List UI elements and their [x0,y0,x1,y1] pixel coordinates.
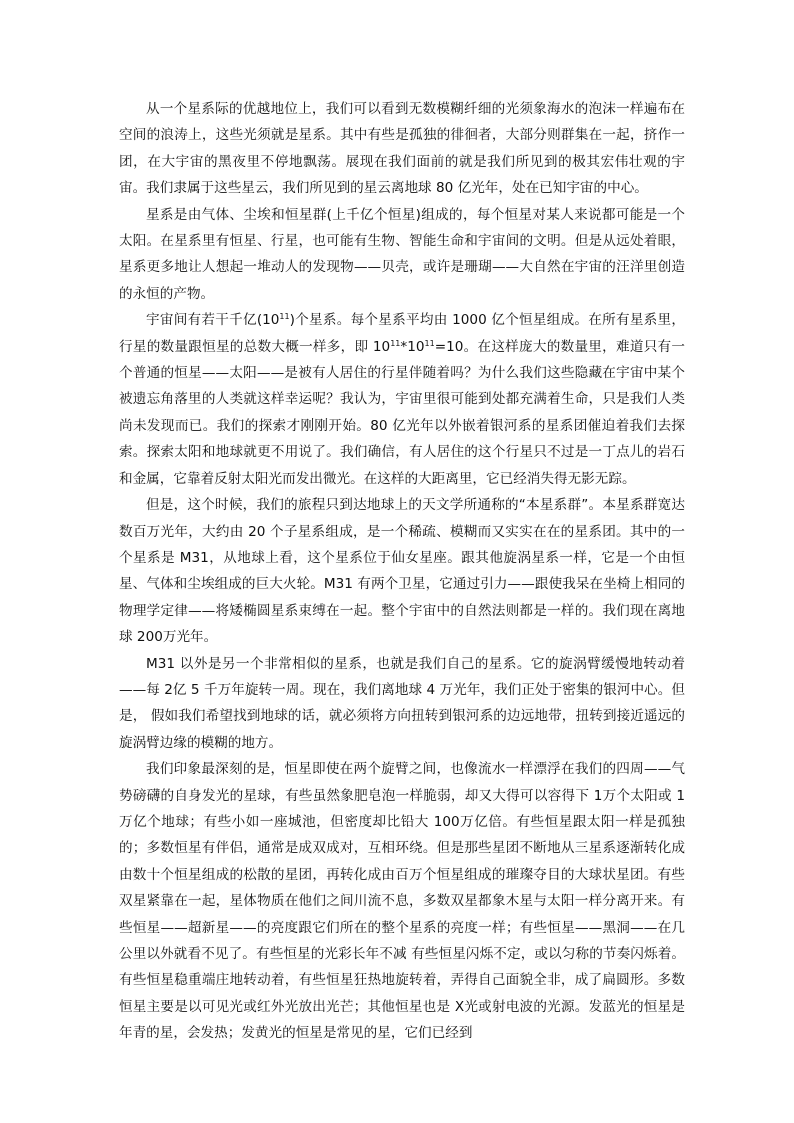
paragraph-3-part-a: 宇宙间有若干千亿(10 [146,312,280,329]
exponent-2: 11 [390,338,401,348]
paragraph-6: 我们印象最深刻的是，恒星即使在两个旋臂之间，也像流水一样漂浮在我们的四周——气势磅礴的自身发光的星球，有些虽然象肥皂泡一样脆弱，却又大得可以容得下 1万个太阳或 1万亿个地球；有些小如一座城池，但密度却比铅大 100万亿倍。有些恒星跟太阳一样是孤独的；多数恒星有伴侣，通常是成双成对，互相环绕。但是那些星团不断地从三星系逐渐转化成由数十个恒星组成的松散的星团，再转化成由百万个恒星组成的璀璨夺目的大球状星团。有些双星紧靠在一起，星体物质在他们之间川流不息，多数双星都象木星与太阳一样分离开来。有些恒星——超新星——的亮度跟它们所在的整个星系的亮度一样；有些恒星——黑洞——在几公里以外就看不见了。有些恒星的光彩长年不减 有些恒星闪烁不定，或以匀称的节奏闪烁着。有些恒星稳重端庄地转动着，有些恒星狂热地旋转着，弄得自己面貌全非，成了扁圆形。多数恒星主要是以可见光或红外光放出光芒；其他恒星也是 X光或射电波的光源。发蓝光的恒星是年青的星，会发热；发黄光的恒星是常见的星，它们已经到 [119,761,685,1042]
paragraph-2: 星系是由气体、尘埃和恒星群(上千亿个恒星)组成的，每个恒星对某人来说都可能是一个太阳。在星系里有恒星、行星，也可能有生物、智能生命和宇宙间的文明。但是从远处着眼，星系更多地让人想起一堆动人的发现物——贝壳，或许是珊瑚——大自然在宇宙的汪洋里创造的永恒的产物。 [119,206,685,302]
exponent-3: 11 [424,338,435,348]
paragraph-3-part-b: )个星系。每个星系平均由 1000 亿个恒星组成。在所有星系里，行星的数量跟恒星的总数大概一样多，即 10 [119,312,685,355]
document-body [119,96,685,1047]
exponent-1: 11 [279,312,290,322]
paragraph-5: M31 以外是另一个非常相似的星系，也就是我们自己的星系。它的旋涡臂缓慢地转动着——每 2亿 5 千万年旋转一周。现在，我们离地球 4 万光年，我们正处于密集的银河中心。但是， 假如我们希望找到地球的话，就必须将方向扭转到银河系的边远地带，扭转到接近遥远的旋涡臂边缘的模糊的地方。 [119,655,685,751]
paragraph-1: 从一个星系际的优越地位上，我们可以看到无数模糊纤细的光须象海水的泡沫一样遍布在空间的浪涛上，这些光须就是星系。其中有些是孤独的徘徊者，大部分则群集在一起，挤作一团，在大宇宙的黑夜里不停地飘荡。展现在我们面前的就是我们所见到的极其宏伟壮观的宇宙。我们隶属于这些星云，我们所见到的星云离地球 80 亿光年，处在已知宇宙的中心。 [119,101,685,197]
paragraph-4: 但是，这个时候，我们的旅程只到达地球上的天文学所通称的“本星系群”。本星系群宽达数百万光年，大约由 20 个子星系组成，是一个稀疏、模糊而又实实在在的星系团。其中的一个星系是 M31，从地球上看，这个星系位于仙女星座。跟其他旋涡星系一样，它是一个由恒星、气体和尘埃组成的巨大火轮。M31 有两个卫星，它通过引力——跟使我呆在坐椅上相同的物理学定律——将矮椭圆星系束缚在一起。整个宇宙中的自然法则都是一样的。我们现在离地球 200万光年。 [119,497,685,646]
paragraph-3-part-d: =10。在这样庞大的数量里，难道只有一个普通的恒星——太阳——是被有人居住的行星伴随着吗？为什么我们这些隐藏在宇宙中某个被遗忘角落里的人类就这样幸运呢？我认为，宇宙里很可能到处都充满着生命，只是我们人类尚未发现而已。我们的探索才刚刚开始。80 亿光年以外嵌着银河系的星系团催迫着我们去探索。探索太阳和地球就更不用说了。我们确信，有人居住的这个行星只不过是一丁点儿的岩石和金属，它靠着反射太阳光而发出微光。在这样的大距离里，它已经消失得无影无踪。 [119,338,685,487]
paragraph-3 [119,307,685,492]
paragraph-3-part-c: *10 [400,338,425,355]
